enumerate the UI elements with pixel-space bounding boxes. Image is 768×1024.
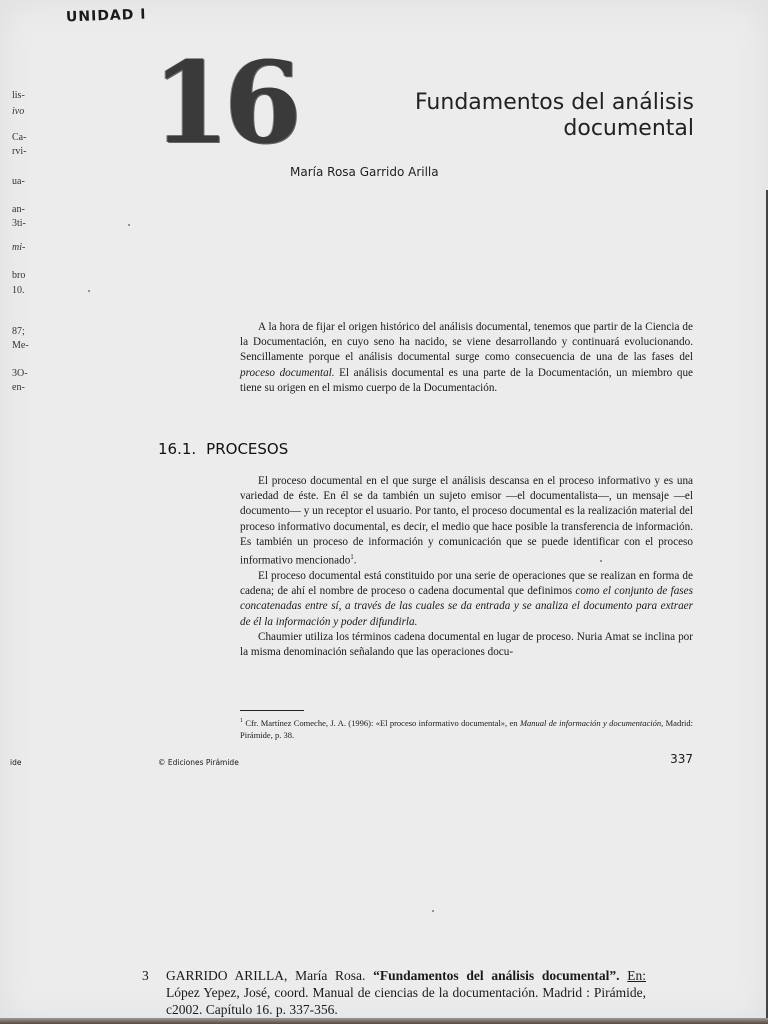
margin-fragment: en-	[12, 382, 25, 393]
scan-speck	[432, 910, 434, 912]
margin-fragment: mi-	[12, 242, 26, 253]
section-p2-emphasis: como el conjunto de fases concatenadas entre sí, a través de las cuales se da entrada y se analiza el documento para extraer de él la información y poder difundirla.	[240, 585, 693, 628]
citation-author: GARRIDO ARILLA, María Rosa.	[166, 968, 374, 983]
handwritten-note: UNIDAD I	[65, 6, 147, 26]
chapter-title-line-2: documental	[563, 116, 694, 142]
chapter-author: María Rosa Garrido Arilla	[290, 165, 439, 179]
intro-emphasis: proceso documental.	[240, 366, 335, 379]
page-bottom-edge	[0, 1018, 768, 1024]
margin-fragment: 3ti-	[12, 218, 26, 229]
section-paragraph	[240, 569, 693, 630]
margin-fragment: rvi-	[12, 146, 27, 157]
footnote-reference: 1	[350, 553, 354, 562]
section-p1-text: El proceso documental en el que surge el análisis descansa en el proceso informativo y es una variedad de éste. En él se da también un sujeto emisor —el documentalista—, un mensaje —el documento— y un receptor el usuario. Por tanto, el proceso documental es la realización material del proceso informativo documental, es decir, el medio que hace posible la transferencia de información. Es también un proceso de información y comunicación que se puede identificar con el proceso informativo mencionado	[240, 475, 693, 567]
footnote-text: Cfr. Martínez Comeche, J. A. (1996): «El proceso informativo documental», en	[243, 717, 520, 728]
margin-fragment: 87;	[12, 326, 25, 337]
scan-speck	[128, 224, 130, 226]
section-body	[240, 474, 693, 660]
footnote-emphasis: Manual de información y documentación,	[519, 717, 664, 728]
citation-source: López Yepez, José, coord. Manual de ciencias de la documentación. Madrid : Pirámide, c2002. Capítulo 16. p. 337-356.	[166, 985, 646, 1017]
margin-fragment: ua-	[12, 176, 25, 187]
chapter-title-line-1: Fundamentos del análisis	[414, 90, 694, 115]
section-number: 16.1.	[158, 440, 197, 458]
citation-in: En:	[627, 968, 646, 983]
bibliographic-citation	[142, 967, 646, 1018]
page-number: 337	[670, 752, 693, 766]
section-p3-text: Chaumier utiliza los términos cadena documental en lugar de proceso. Nuria Amat se inclina por la misma denominación señalando que las operaciones docu-	[240, 630, 693, 658]
intro-paragraph	[240, 320, 693, 396]
margin-fragment: Ca-	[12, 132, 27, 143]
margin-fragment: bro	[12, 270, 26, 281]
section-p2-text: El proceso documental está constituido por una serie de operaciones que se realizan en forma de cadena; de ahí el nombre de proceso o cadena documental que definimos	[240, 569, 693, 598]
margin-fragment-bottom: ide	[10, 758, 22, 767]
citation-index: 3	[142, 968, 149, 983]
section-paragraph	[240, 474, 693, 569]
footnote-mark: 1	[240, 718, 243, 724]
intro-text: A la hora de fijar el origen histórico del análisis documental, tenemos que partir de la Ciencia de la Documentación, en cuyo seno ha nacido, se viene desarrollando y continuará evolucionando. Sencillamente porque el análisis documental surge como consecuencia de una de las fases del	[240, 321, 693, 364]
scan-speck	[88, 290, 90, 292]
margin-fragment: ivo	[12, 106, 25, 117]
footnote	[240, 715, 693, 741]
margin-fragment: lis-	[12, 90, 25, 101]
citation-text	[166, 967, 646, 1018]
section-paragraph	[240, 630, 693, 660]
footnote-rule	[240, 710, 304, 711]
margin-fragment: an-	[12, 204, 25, 215]
margin-fragment: 3O-	[12, 368, 28, 379]
citation-title: “Fundamentos del análisis documental”.	[373, 968, 620, 983]
publisher-footer: © Ediciones Pirámide	[158, 758, 239, 767]
margin-fragment: 10.	[12, 285, 25, 296]
chapter-title	[415, 90, 694, 143]
intro-text-end: El análisis documental es una parte de la Documentación, un miembro que tiene su origen en el mismo cuerpo de la Documentación.	[240, 366, 693, 394]
section-p1-end: .	[353, 554, 357, 567]
margin-fragment: Me-	[12, 340, 29, 351]
section-title: PROCESOS	[206, 440, 289, 458]
footnote-text-end: Madrid: Pirámide, p. 38.	[240, 717, 693, 740]
chapter-number: 16	[152, 38, 296, 169]
section-heading	[158, 440, 288, 458]
scan-speck	[600, 560, 602, 562]
